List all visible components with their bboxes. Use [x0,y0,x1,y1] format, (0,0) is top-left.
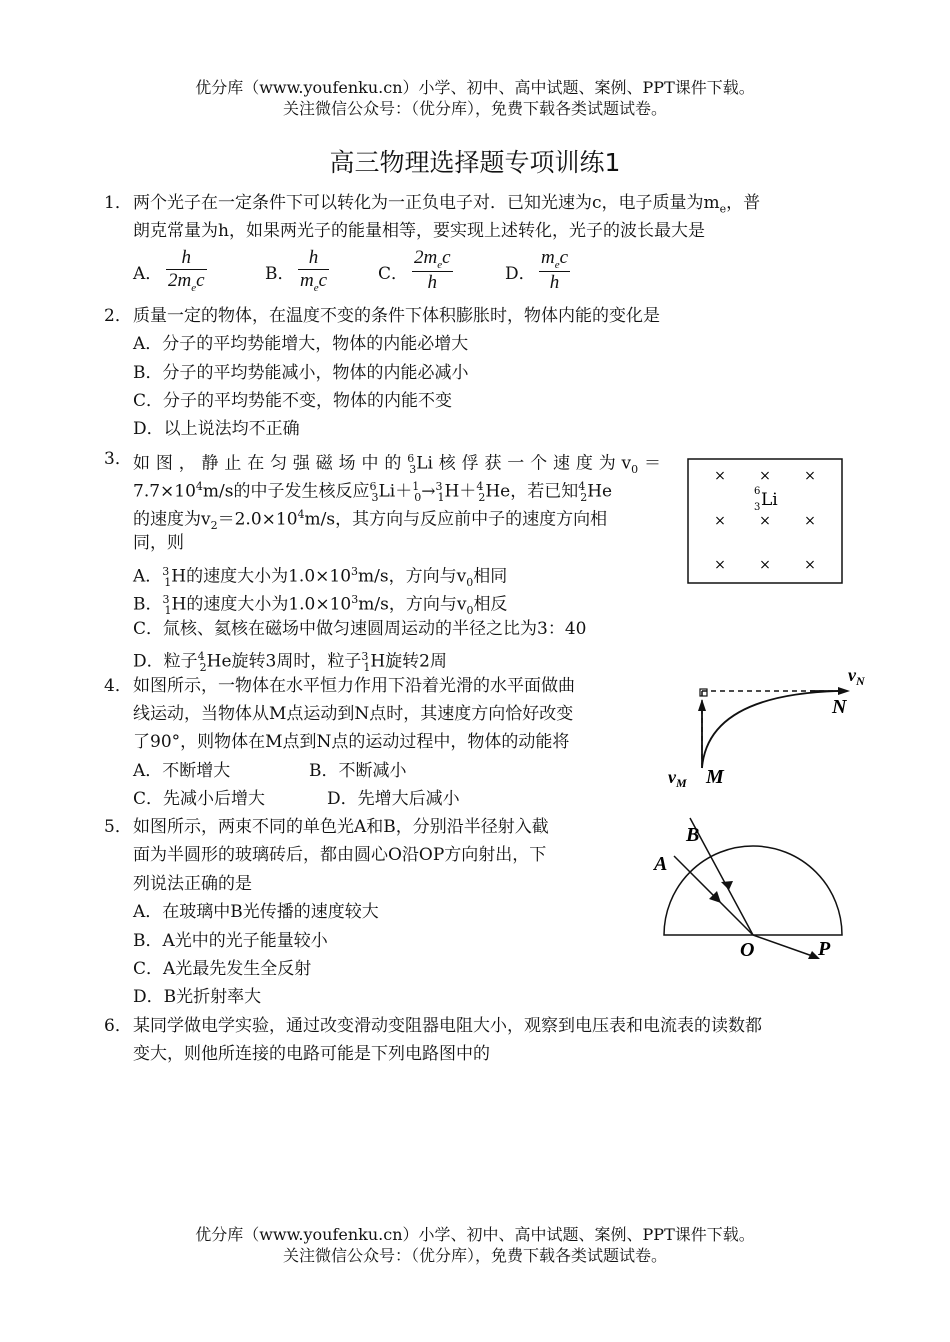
q4-trajectory-figure [660,665,880,795]
li-atomic-number: 3 [754,502,761,513]
center-o-label: O [740,939,755,961]
q3-stem-line3: 的速度为$v_2=2.0\times 10^4m/s$，其方向与反应前中子的速度方向相 [133,508,608,533]
q5-number: 5． [104,817,132,837]
q3-stem-line1: 如图，静止在匀强磁场中的$^6_3$Li核俘获一个速度为$v_0=$ [133,452,662,477]
q3-stem-line4: 同，则 [133,533,184,553]
vm-label: $v_M$ [668,767,687,790]
li-mass-number: 6 [754,486,761,497]
field-cross: × [759,513,771,529]
field-cross: × [804,513,816,529]
q2-option-a: A．分子的平均势能增大，物体的内能必增大 [133,334,469,354]
q4-option-b: B．不断减小 [309,761,407,781]
q1-option-d-label: D． [505,264,536,284]
q3-number: 3． [104,449,132,469]
q6-stem-line1: 某同学做电学实验，通过改变滑动变阻器电阻大小，观察到电压表和电流表的读数都 [133,1016,762,1036]
ray-b-label: B [686,824,700,846]
q3-option-b: B．$^3_1$H的速度大小为$1.0\times 10^3m/s$，方向与$v_0$相反 [133,593,508,618]
q1-option-c-label: C． [378,264,409,284]
q2-stem: 质量一定的物体，在温度不变的条件下体积膨胀时，物体内能的变化是 [133,306,660,326]
q6-number: 6． [104,1016,132,1036]
q6-stem-line2: 变大，则他所连接的电路可能是下列电路图中的 [133,1044,490,1064]
q3-stem-line2: $7.7\times 10^4m/s$的中子发生核反应$^6_3$Li＋$^1_0$→$^3_1$H＋$^4_2$He，若已知$^4_2$He [133,480,613,505]
header-line-1: 优分库（www.youfenku.cn）小学、初中、高中试题、案例、PPT课件下载。 [195,78,755,97]
q5-semicircle-figure [650,810,850,965]
q2-number: 2． [104,306,132,326]
velocity-vm-arrowhead [698,699,706,711]
ray-op [753,935,818,958]
point-m-label: M [706,766,724,788]
page-title: 高三物理选择题专项训练1 [329,148,621,177]
q3-option-d: D．粒子$^4_2$He旋转3周时，粒子$^3_1$H旋转2周 [133,650,447,675]
q4-number: 4． [104,676,132,696]
q3-magnetic-field-figure [687,458,843,584]
field-cross: × [759,557,771,573]
footer-line-1: 优分库（www.youfenku.cn）小学、初中、高中试题、案例、PPT课件下载。 [195,1225,755,1244]
li-nucleus-label: Li [761,490,778,510]
q5-stem-line3: 列说法正确的是 [133,874,252,894]
q5-option-c: C．A光最先发生全反射 [133,959,312,979]
q4-option-a: A．不断增大 [133,761,231,781]
q2-option-d: D．以上说法均不正确 [133,419,300,439]
q4-stem-line1: 如图所示，一物体在水平恒力作用下沿着光滑的水平面做曲 [133,676,575,696]
ray-a-label: A [654,853,668,875]
semicircle-glass [664,846,842,935]
q4-option-d: D．先增大后减小 [327,789,460,809]
q5-stem-line2: 面为半圆形的玻璃砖后，都由圆心O沿OP方向射出，下 [133,845,547,865]
q5-stem-line1: 如图所示，两束不同的单色光A和B，分别沿半径射入截 [133,817,549,837]
field-cross: × [804,557,816,573]
q2-option-c: C．分子的平均势能不变，物体的内能不变 [133,391,453,411]
header-line-2: 关注微信公众号：（优分库），免费下载各类试题试卷。 [282,99,667,118]
field-cross: × [714,513,726,529]
q1-option-c-fraction: $2m_ec$ h [414,247,451,293]
q1-option-a-fraction: h $2m_ec$ [168,247,205,294]
q1-option-d-fraction: $m_ec$ h [541,247,569,293]
point-n-label: N [832,696,847,718]
q4-stem-line3: 了90°，则物体在M点到N点的运动过程中，物体的动能将 [133,732,570,752]
right-angle-mark [700,689,707,696]
field-cross: × [759,468,771,484]
q5-option-b: B．A光中的光子能量较小 [133,931,328,951]
ray-b [690,818,753,935]
velocity-vn-arrowhead [838,687,850,695]
q2-option-b: B．分子的平均势能减小，物体的内能必减小 [133,363,469,383]
q4-option-c: C．先减小后增大 [133,789,266,809]
q1-stem-line2: 朗克常量为h，如果两光子的能量相等，要实现上述转化，光子的波长最大是 [133,221,705,241]
field-cross: × [804,468,816,484]
q3-option-a: A．$^3_1$H的速度大小为$1.0\times 10^3m/s$，方向与$v_0$相同 [133,565,508,590]
q1-option-b-fraction: h $m_ec$ [300,247,328,294]
q3-option-c: C．氚核、氦核在磁场中做匀速圆周运动的半径之比为3：40 [133,619,587,639]
ray-b-arrowhead [721,881,733,890]
vn-label: $v_N$ [848,665,865,688]
point-p-label: P [818,938,831,960]
q1-option-a-label: A． [133,264,163,284]
footer-line-2: 关注微信公众号：（优分库），免费下载各类试题试卷。 [282,1246,667,1265]
trajectory-curve [702,691,838,768]
q1-number: 1． [104,193,132,213]
q1-stem-line1: 两个光子在一定条件下可以转化为一正负电子对．已知光速为c，电子质量为$m_e$，普 [133,193,761,216]
q4-stem-line2: 线运动，当物体从M点运动到N点时，其速度方向恰好改变 [133,704,574,724]
q1-option-b-label: B． [265,264,295,284]
q5-option-d: D．B光折射率大 [133,987,262,1007]
field-cross: × [714,468,726,484]
field-cross: × [714,557,726,573]
q5-option-a: A．在玻璃中B光传播的速度较大 [133,902,379,922]
